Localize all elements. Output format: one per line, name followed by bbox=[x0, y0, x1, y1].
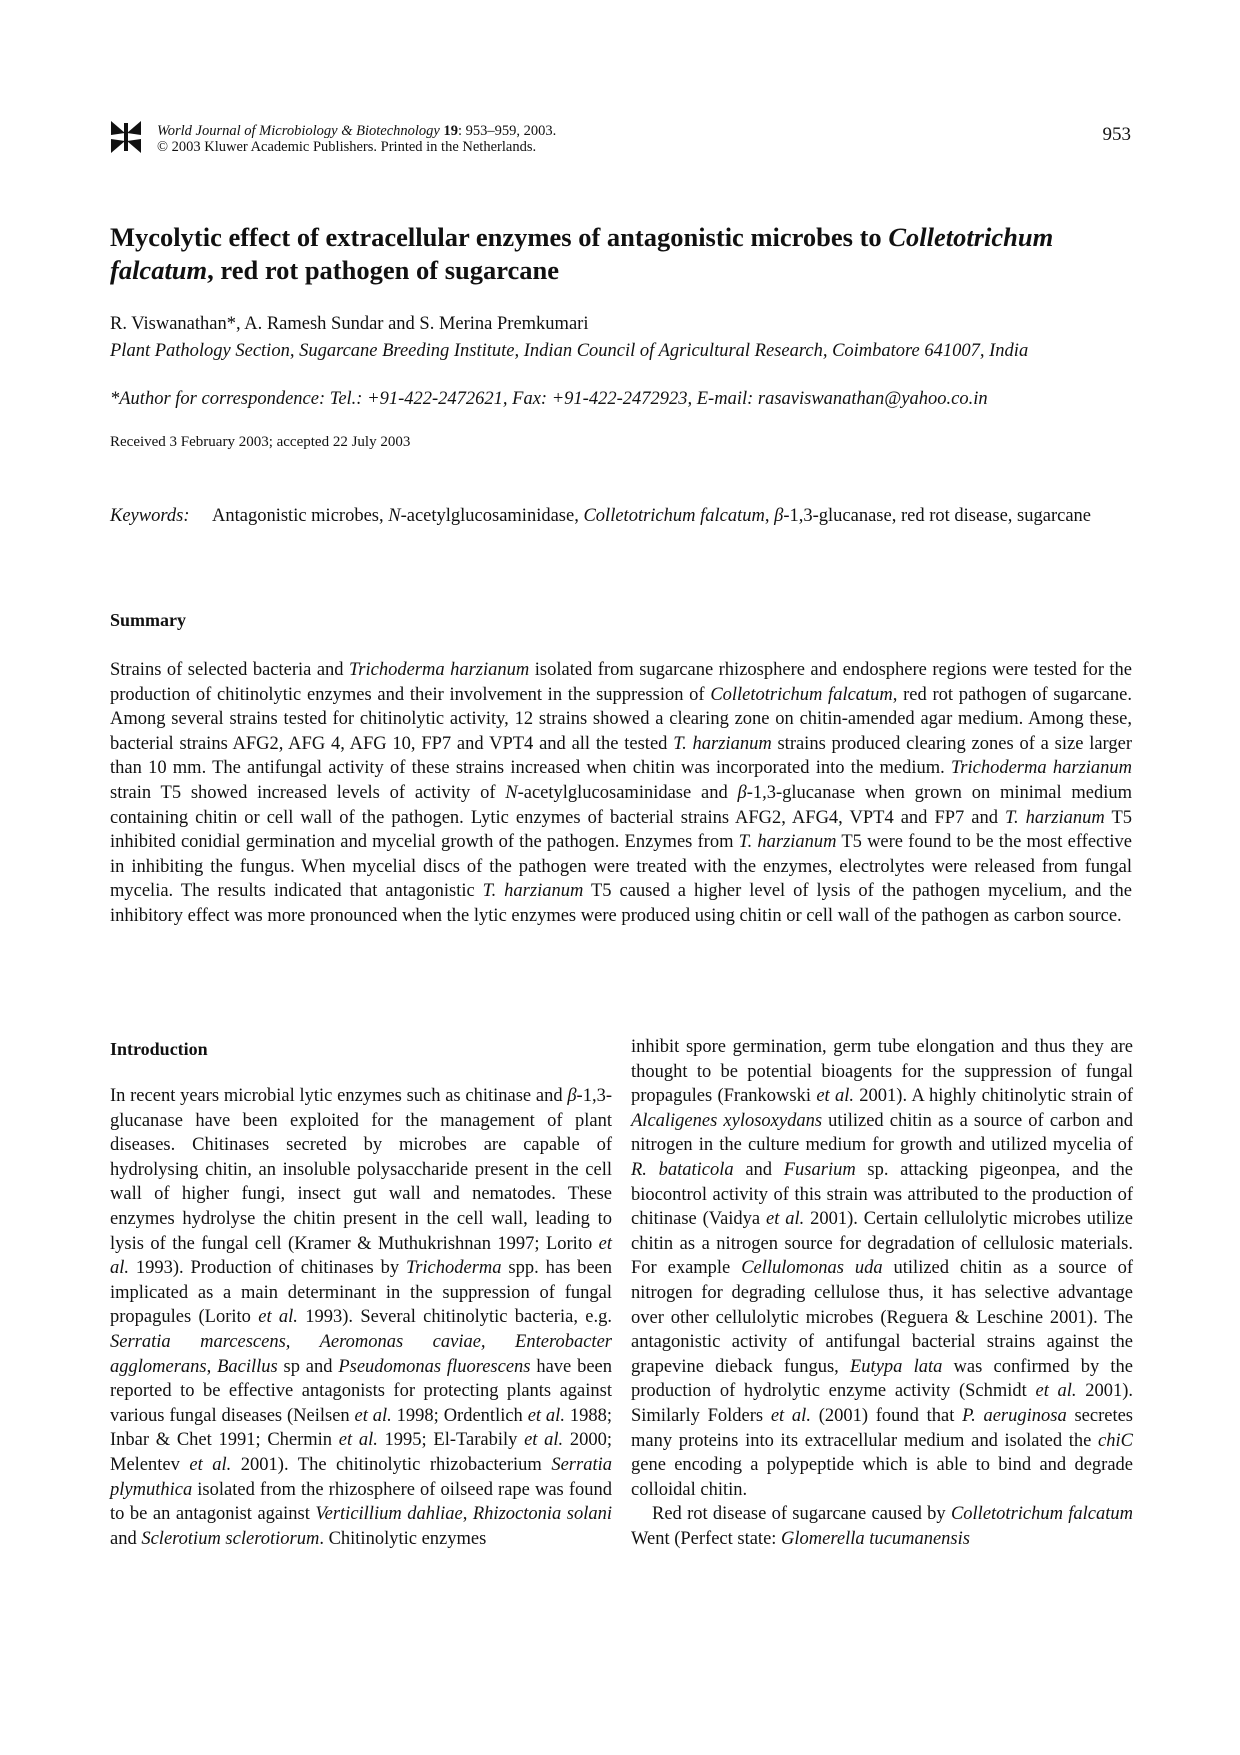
journal-pages: : 953–959, 2003. bbox=[457, 123, 557, 139]
keywords-list: Antagonistic microbes, N-acetylglucosaminidase, Colletotrichum falcatum, β-1,3-glucanase, red rot disease, sugarcane bbox=[212, 506, 1092, 526]
introduction-left-column: In recent years microbial lytic enzymes such as chitinase and β-1,3-glucanase have been exploited for the management of plant diseases. Chitinases secreted by microbes are capable of hydrolysing chitin, an insoluble polysaccharide present in the cell wall of higher fungi, insect gut wall and nematodes. These enzymes hydrolyse the chitin present in the cell wall, leading to lysis of the fungal cell (Kramer & Muthukrishnan 1997; Lorito et al. 1993). Production of chitinases by Trichoderma spp. has been implicated as a main determinant in the suppression of fungal propagules (Lorito et al. 1993). Several chitinolytic bacteria, e.g. Serratia marcescens, Aeromonas caviae, Enterobacter agglomerans, Bacillus sp and Pseudomonas fluorescens have been reported to be effective antagonists for protecting plants against various fungal diseases (Neilsen et al. 1998; Ordentlich et al. 1988; Inbar & Chet 1991; Chermin et al. 1995; El-Tarabily et al. 2000; Melentev et al. 2001). The chitinolytic rhizobacterium Serratia plymuthica isolated from the rhizosphere of oilseed rape was found to be an antagonist against Verticillium dahliae, Rhizoctonia solani and Sclerotium sclerotiorum. Chitinolytic enzymes bbox=[110, 1086, 613, 1549]
received-dates: Received 3 February 2003; accepted 22 July 2003 bbox=[110, 434, 411, 450]
keywords-label: Keywords: bbox=[110, 506, 190, 526]
author-affiliation: Plant Pathology Section, Sugarcane Breeding Institute, Indian Council of Agricultural Research, Coimbatore 641007, India bbox=[110, 341, 1029, 361]
copyright-line: © 2003 Kluwer Academic Publishers. Printed in the Netherlands. bbox=[157, 139, 537, 155]
paper-title: Mycolytic effect of extracellular enzymes of antagonistic microbes to Colletotrichum falcatum, red rot pathogen of sugarcane bbox=[110, 221, 1054, 285]
summary-heading: Summary bbox=[110, 610, 186, 630]
journal-name: World Journal of Microbiology & Biotechnology bbox=[157, 123, 440, 139]
page-number: 953 bbox=[1102, 124, 1131, 145]
author-list: R. Viswanathan*, A. Ramesh Sundar and S. Merina Premkumari bbox=[110, 314, 589, 334]
introduction-heading: Introduction bbox=[110, 1039, 208, 1059]
summary-paragraph: Strains of selected bacteria and Trichoderma harzianum isolated from sugarcane rhizosphere and endosphere regions were tested for the production of chitinolytic enzymes and their involvement in the suppression of Colletotrichum falcatum, red rot pathogen of sugarcane. Among several strains tested for chitinolytic activity, 12 strains showed a clearing zone on chitin-amended agar medium. Among these, bacterial strains AFG2, AFG 4, AFG 10, FP7 and VPT4 and all the tested T. harzianum strains produced clearing zones of a size larger than 10 mm. The antifungal activity of these strains increased when chitin was incorporated into the medium. Trichoderma harzianum strain T5 showed increased levels of activity of N-acetylglucosaminidase and β-1,3-glucanase when grown on minimal medium containing chitin or cell wall of the pathogen. Lytic enzymes of bacterial strains AFG2, AFG4, VPT4 and FP7 and T. harzianum T5 inhibited conidial germination and mycelial growth of the pathogen. Enzymes from T. harzianum T5 were found to be the most effective in inhibiting the fungus. When mycelial discs of the pathogen were treated with the enzymes, electrolytes were released from fungal mycelia. The results indicated that antagonistic T. harzianum T5 caused a higher level of lysis of the pathogen mycelium, and the inhibitory effect was more pronounced when the lytic enzymes were produced using chitin or cell wall of the pathogen as carbon source. bbox=[110, 660, 1133, 926]
correspondence-line: *Author for correspondence: Tel.: +91-422-2472621, Fax: +91-422-2472923, E-mail: rasaviswanathan@yahoo.co.in bbox=[110, 389, 988, 409]
journal-citation bbox=[157, 123, 957, 155]
introduction-paragraph-continued: inhibit spore germination, germ tube elongation and thus they are thought to be potential bioagents for the suppression of fungal propagules (Frankowski et al. 2001). A highly chitinolytic strain of Alcaligenes xylosoxydans utilized chitin as a source of carbon and nitrogen in the culture medium for growth and utilized mycelia of R. bataticola and Fusarium sp. attacking pigeonpea, and the biocontrol activity of this strain was attributed to the production of chitinase (Vaidya et al. 2001). Certain cellulolytic microbes utilize chitin as a nitrogen source for degradation of cellulosic materials. For example Cellulomonas uda utilized chitin as a source of nitrogen for degrading cellulose thus, it has selective advantage over other cellulolytic microbes (Reguera & Leschine 2001). The antagonistic activity of antifungal bacterial strains against the grapevine dieback fungus, Eutypa lata was confirmed by the production of hydrolytic enzyme activity (Schmidt et al. 2001). Similarly Folders et al. (2001) found that P. aeruginosa secretes many proteins into its extracellular medium and isolated the chiC gene encoding a polypeptide which is able to bind and degrade colloidal chitin. bbox=[631, 1037, 1133, 1500]
introduction-paragraph-red-rot: Red rot disease of sugarcane caused by Colletotrichum falcatum Went (Perfect state: Glomerella tucumanensis bbox=[631, 1504, 1133, 1549]
journal-volume: 19 bbox=[443, 123, 458, 139]
publisher-logo-icon bbox=[109, 119, 143, 155]
introduction-right-column bbox=[631, 1035, 1133, 1551]
